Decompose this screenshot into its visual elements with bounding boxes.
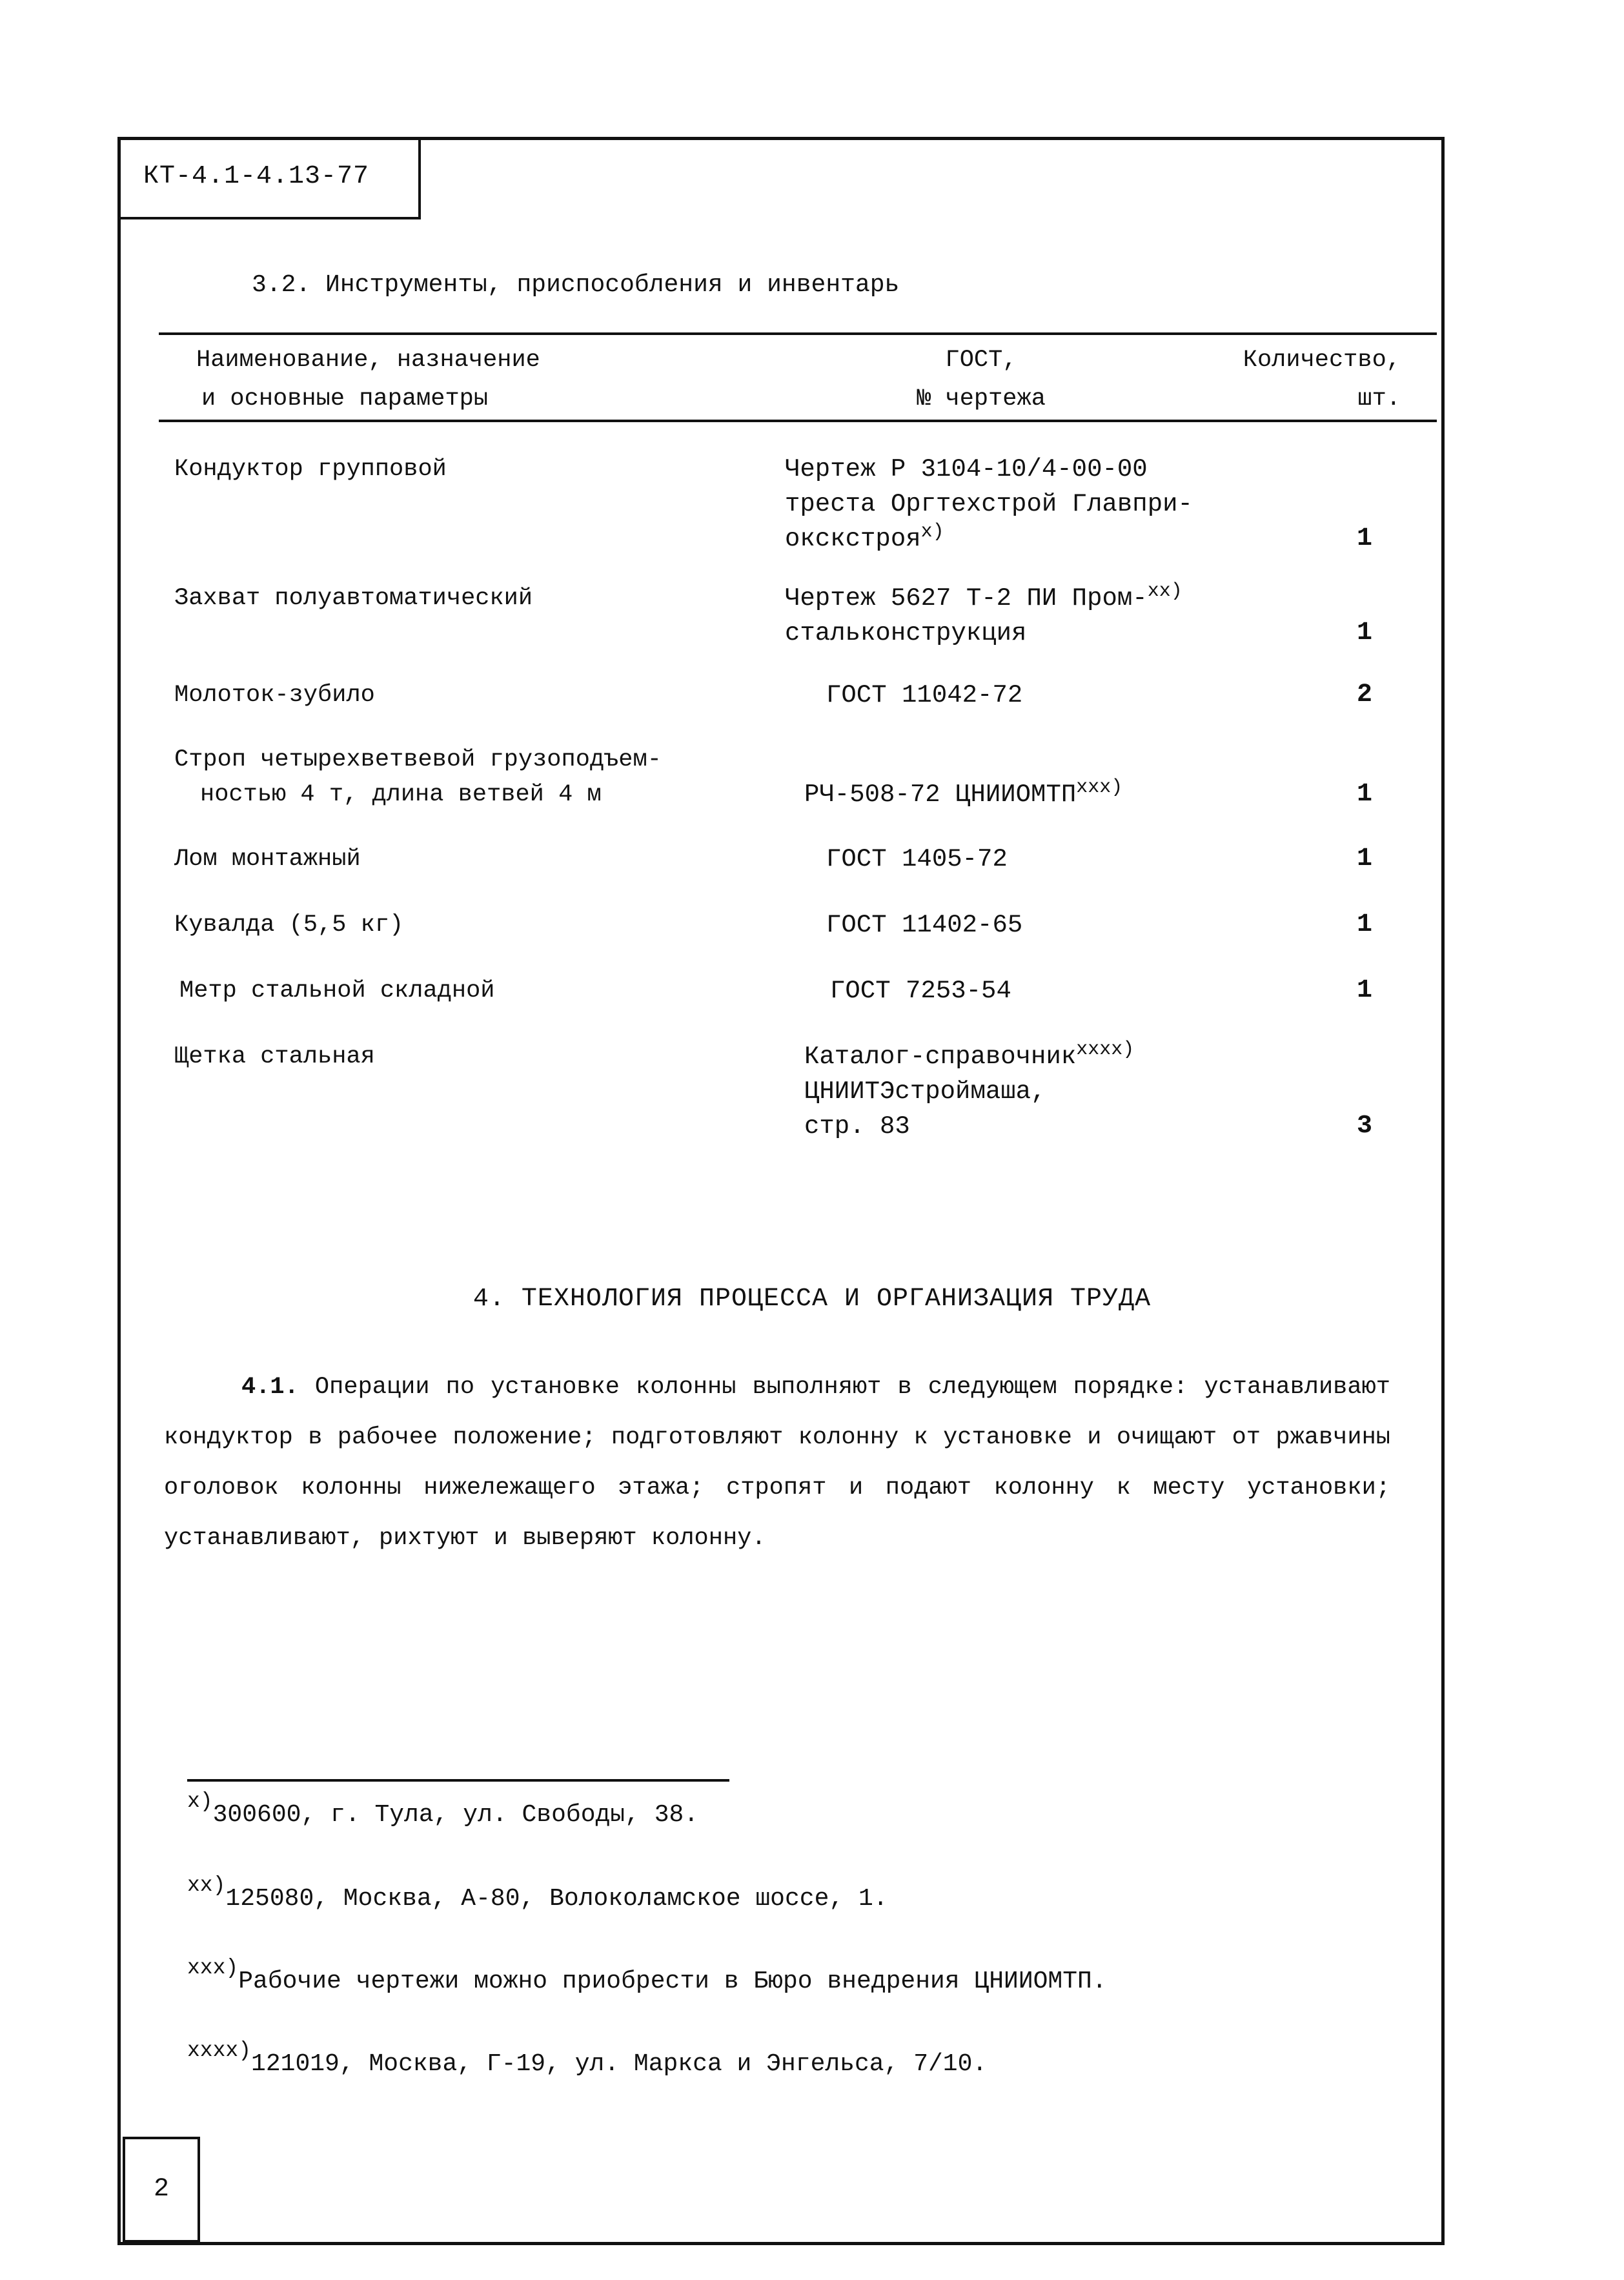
row-name — [179, 973, 825, 1008]
row-name-line: Строп четырехветвевой грузоподъем- — [174, 746, 662, 773]
footnote-mark: xx) — [1147, 580, 1182, 602]
row-qty: 2 — [1356, 680, 1372, 709]
paragraph-text: Операции по установке колонны выполняют в следующем порядке: устанавливают кондуктор в рабочее положение; подготовляют колонну к установке и очищают от ржавчины оголовок колонны нижележащего этажа; стропят и подают колонну к месту установки; устанавливают, рихтуют и выверяют колонну. — [164, 1374, 1390, 1552]
row-qty: 3 — [1356, 1112, 1372, 1141]
footnote-text: 300600, г. Тула, ул. Свободы, 38. — [212, 1801, 699, 1829]
footnote — [187, 1873, 888, 1913]
row-name — [174, 908, 820, 942]
footnote — [187, 1789, 699, 1829]
column-header-qty-line1: Количество, — [1243, 347, 1401, 374]
row-gost-line: ГОСТ 11402-65 — [826, 911, 1023, 939]
section-4-title: 4. ТЕХНОЛОГИЯ ПРОЦЕССА И ОРГАНИЗАЦИЯ ТРУДА — [472, 1285, 1152, 1314]
table-top-rule — [159, 332, 1437, 335]
row-qty: 1 — [1356, 844, 1372, 873]
row-name-line: Молоток-зубило — [174, 682, 375, 709]
row-name-line: Кондуктор групповой — [174, 456, 447, 483]
row-qty: 1 — [1356, 910, 1372, 939]
footnote — [187, 1956, 1107, 1995]
row-gost-line: ГОСТ 1405-72 — [826, 845, 1008, 873]
footnote-mark: x) — [187, 1789, 213, 1813]
row-gost — [830, 973, 1321, 1008]
section-3-2-title: 3.2. Инструменты, приспособления и инвентарь — [252, 271, 900, 299]
row-gost-line: Чертеж Р 3104-10/4-00-00 — [785, 455, 1148, 483]
footnote-mark: x) — [920, 521, 944, 543]
row-gost — [785, 581, 1275, 651]
row-gost-line: ГОСТ 7253-54 — [830, 977, 1011, 1005]
footnote-mark: xxxx) — [187, 2039, 252, 2062]
footnote-mark: xxx) — [187, 1956, 239, 1980]
row-name-line: Щетка стальная — [174, 1043, 375, 1070]
row-qty: 1 — [1356, 618, 1372, 647]
row-name-line: Метр стальной складной — [179, 977, 495, 1004]
row-gost — [804, 777, 1295, 812]
column-header-gost — [865, 341, 1097, 418]
row-name — [174, 742, 820, 812]
column-header-qty-line2: шт. — [1357, 385, 1401, 412]
footnote — [187, 2039, 988, 2078]
footnote-text: Рабочие чертежи можно приобрести в Бюро внедрения ЦНИИОМТП. — [238, 1968, 1107, 1995]
column-header-name-line2: и основные параметры — [201, 385, 489, 412]
row-name — [174, 1039, 820, 1074]
column-header-name-line1: Наименование, назначение — [196, 347, 540, 374]
row-gost-line: окскстроя — [785, 525, 921, 553]
row-gost-line: РЧ-508-72 ЦНИИОМТП — [804, 780, 1077, 809]
footnote-text: 125080, Москва, А-80, Волоколамское шоссе, 1. — [225, 1885, 888, 1913]
row-name-line: ностью 4 т, длина ветвей 4 м — [200, 781, 602, 808]
row-qty: 1 — [1356, 524, 1372, 553]
column-header-gost-line1: ГОСТ, — [945, 347, 1017, 374]
document-code: КТ-4.1-4.13-77 — [117, 137, 421, 219]
row-gost — [826, 842, 1317, 877]
paragraph-4-1 — [164, 1362, 1390, 1563]
row-gost — [804, 1039, 1295, 1144]
row-name-line: Лом монтажный — [174, 846, 361, 873]
row-qty: 1 — [1356, 976, 1372, 1005]
row-gost — [826, 908, 1317, 942]
row-name — [174, 452, 820, 487]
row-name-line: Захват полуавтоматический — [174, 585, 533, 612]
paragraph-number: 4.1. — [241, 1374, 299, 1401]
row-name — [174, 678, 820, 713]
row-gost — [785, 452, 1275, 556]
footnote-separator — [187, 1779, 729, 1782]
row-gost-line: треста Оргтехстрой Главпри- — [785, 490, 1193, 518]
footnote-mark: xxxx) — [1076, 1039, 1135, 1061]
table-header-rule — [159, 420, 1437, 422]
row-qty: 1 — [1356, 780, 1372, 809]
row-name-line: Кувалда (5,5 кг) — [174, 911, 404, 939]
row-gost — [826, 678, 1317, 713]
column-header-name — [196, 341, 648, 418]
row-gost-line: Каталог-справочник — [804, 1043, 1077, 1071]
footnote-text: 121019, Москва, Г-19, ул. Маркса и Энгельса, 7/10. — [251, 2050, 988, 2078]
row-gost-line: Чертеж 5627 Т-2 ПИ Пром- — [785, 584, 1148, 613]
page-number: 2 — [123, 2137, 200, 2243]
row-gost-line: ГОСТ 11042-72 — [826, 681, 1023, 709]
row-gost-line: ЦНИИТЭстроймаша, — [804, 1077, 1046, 1106]
row-name — [174, 842, 820, 877]
column-header-qty — [1194, 341, 1401, 418]
column-header-gost-line2: № чертежа — [917, 385, 1046, 412]
row-gost-line: стальконструкция — [785, 619, 1027, 647]
footnote-mark: xx) — [187, 1873, 226, 1897]
footnote-mark: xxx) — [1076, 777, 1123, 799]
row-name — [174, 581, 820, 616]
row-gost-line: стр. 83 — [804, 1112, 910, 1141]
